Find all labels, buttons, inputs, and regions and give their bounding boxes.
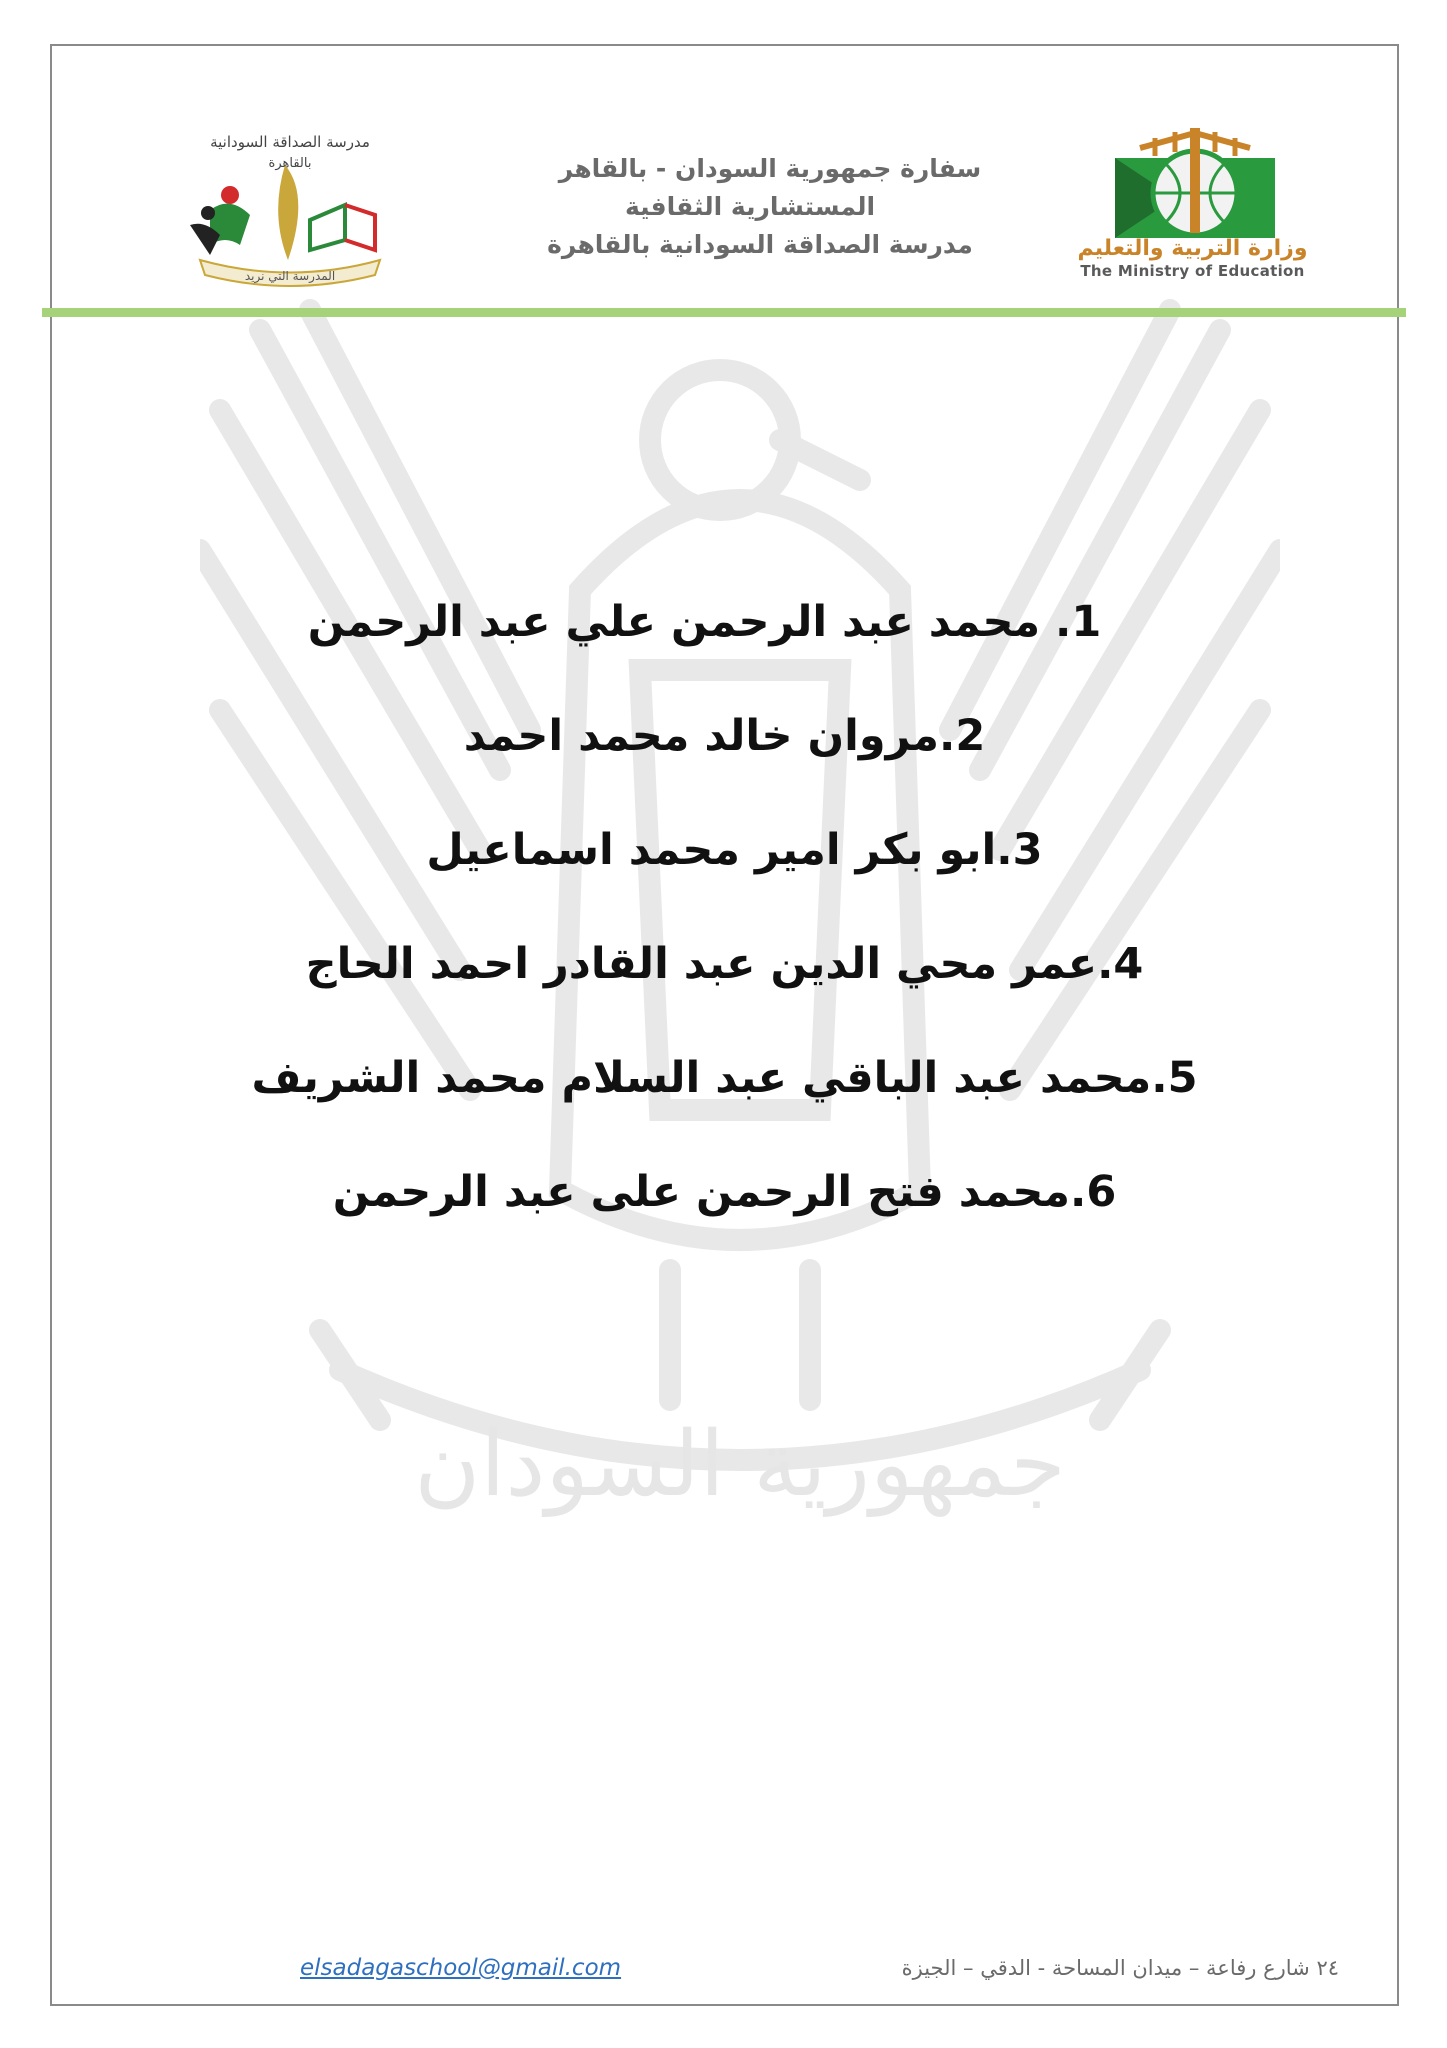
list-item: 1. محمد عبد الرحمن علي عبد الرحمن xyxy=(307,597,1102,647)
list-item: 5.محمد عبد الباقي عبد السلام محمد الشريف xyxy=(251,1053,1198,1103)
list-item: 2.مروان خالد محمد احمد xyxy=(463,711,986,761)
footer-address: ٢٤ شارع رفاعة – ميدان المساحة - الدقي – الجيزة xyxy=(901,1956,1339,1980)
cultural-attache: المستشارية الثقافية xyxy=(624,192,876,221)
watermark-text: جمهورية السودان xyxy=(414,1412,1066,1517)
school-logo xyxy=(170,125,410,290)
list-item: 4.عمر محي الدين عبد القادر احمد الحاج xyxy=(305,939,1144,989)
school-logo-top-text: مدرسة الصداقة السودانية xyxy=(210,133,370,151)
names-list xyxy=(100,565,1349,1249)
list-item: 6.محمد فتح الرحمن على عبد الرحمن xyxy=(332,1167,1117,1217)
school-logo-ribbon-text: المدرسة التي نريد xyxy=(244,269,336,283)
school-logo-sub-text: بالقاهرة xyxy=(268,156,312,171)
school-name: مدرسة الصداقة السودانية بالقاهرة xyxy=(547,230,973,259)
footer-email-link[interactable]: elsadagaschool@gmail.com xyxy=(300,1955,622,1981)
ministry-name-english: The Ministry of Education xyxy=(1080,262,1305,280)
ministry-name-arabic: وزارة التربية والتعليم xyxy=(1077,236,1308,261)
list-item: 3.ابو بكر امير محمد اسماعيل xyxy=(426,825,1043,875)
embassy-name: سفارة جمهورية السودان - بالقاهر xyxy=(558,154,982,183)
header-divider xyxy=(42,308,1406,317)
letterhead-text xyxy=(480,150,1020,264)
